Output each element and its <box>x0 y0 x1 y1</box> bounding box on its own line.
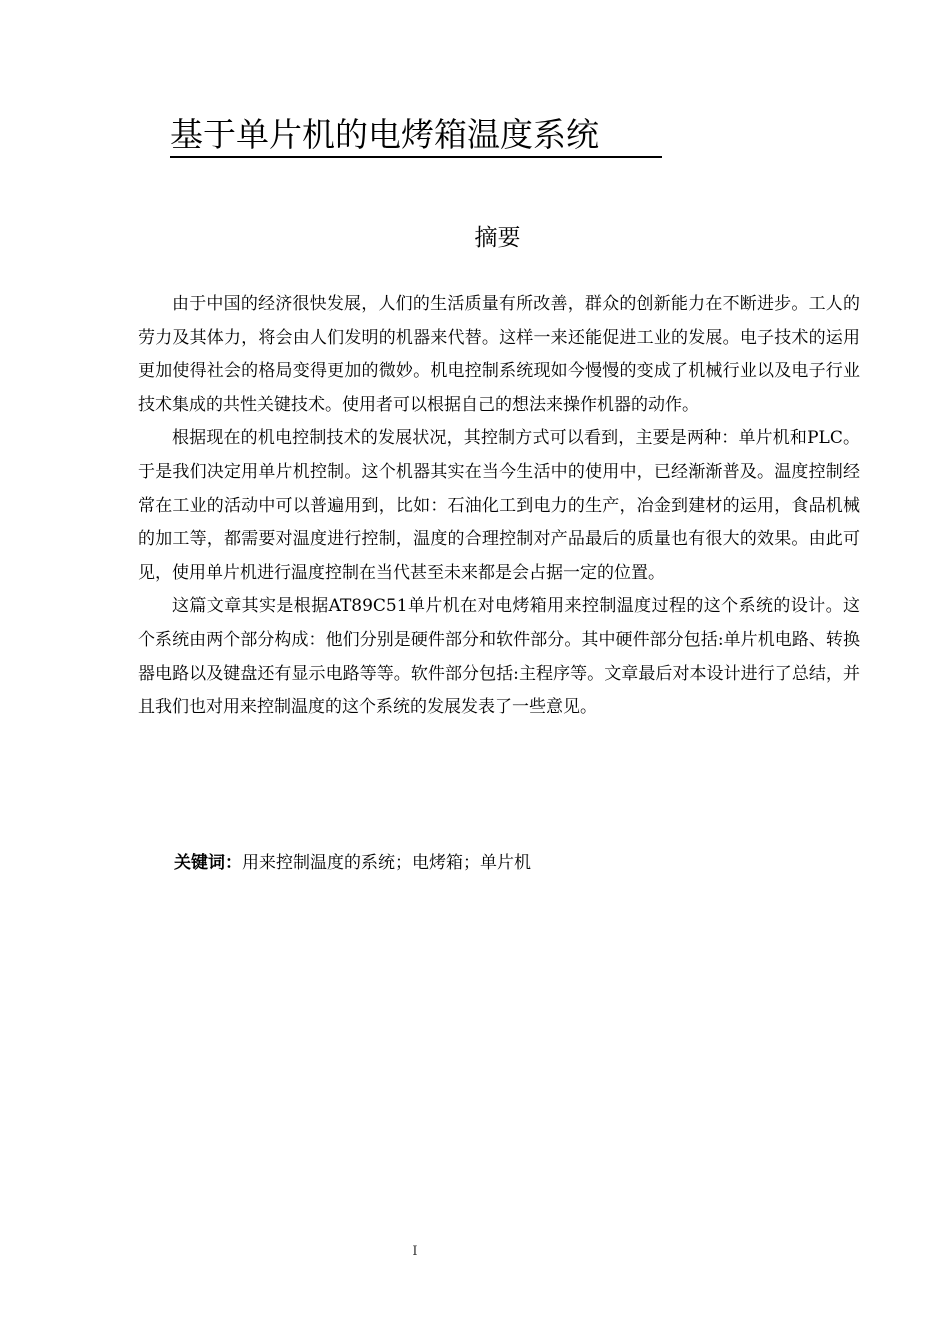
abstract-body <box>138 288 860 725</box>
abstract-paragraph-1: 由于中国的经济很快发展，人们的生活质量有所改善，群众的创新能力在不断进步。工人的劳力及其体力，将会由人们发明的机器来代替。这样一来还能促进工业的发展。电子技术的运用更加使得社会的格局变得更加的微妙。机电控制系统现如今慢慢的变成了机械行业以及电子行业技术集成的共性关键技术。使用者可以根据自己的想法来操作机器的动作。 <box>138 294 860 415</box>
abstract-heading: 摘要 <box>474 225 521 251</box>
abstract-paragraph-2: 根据现在的机电控制技术的发展状况，其控制方式可以看到，主要是两种：单片机和PLC。于是我们决定用单片机控制。这个机器其实在当今生活中的使用中，已经渐渐普及。温度控制经常在工业的活动中可以普遍用到，比如：石油化工到电力的生产，冶金到建材的运用，食品机械的加工等，都需要对温度进行控制，温度的合理控制对产品最后的质量也有很大的效果。由此可见，使用单片机进行温度控制在当代甚至未来都是会占据一定的位置。 <box>138 428 860 583</box>
page-number: I <box>412 1244 418 1259</box>
keywords-line <box>174 848 531 878</box>
keywords-label: 关键词： <box>174 853 242 873</box>
document-title: 基于单片机的电烤箱温度系统 <box>170 114 662 158</box>
keywords-value: 用来控制温度的系统；电烤箱；单片机 <box>242 853 531 873</box>
abstract-paragraph-3: 这篇文章其实是根据AT89C51单片机在对电烤箱用来控制温度过程的这个系统的设计。这个系统由两个部分构成：他们分别是硬件部分和软件部分。其中硬件部分包括:单片机电路、转换器电路以及键盘还有显示电路等等。软件部分包括:主程序等。文章最后对本设计进行了总结，并且我们也对用来控制温度的这个系统的发展发表了一些意见。 <box>138 596 860 718</box>
